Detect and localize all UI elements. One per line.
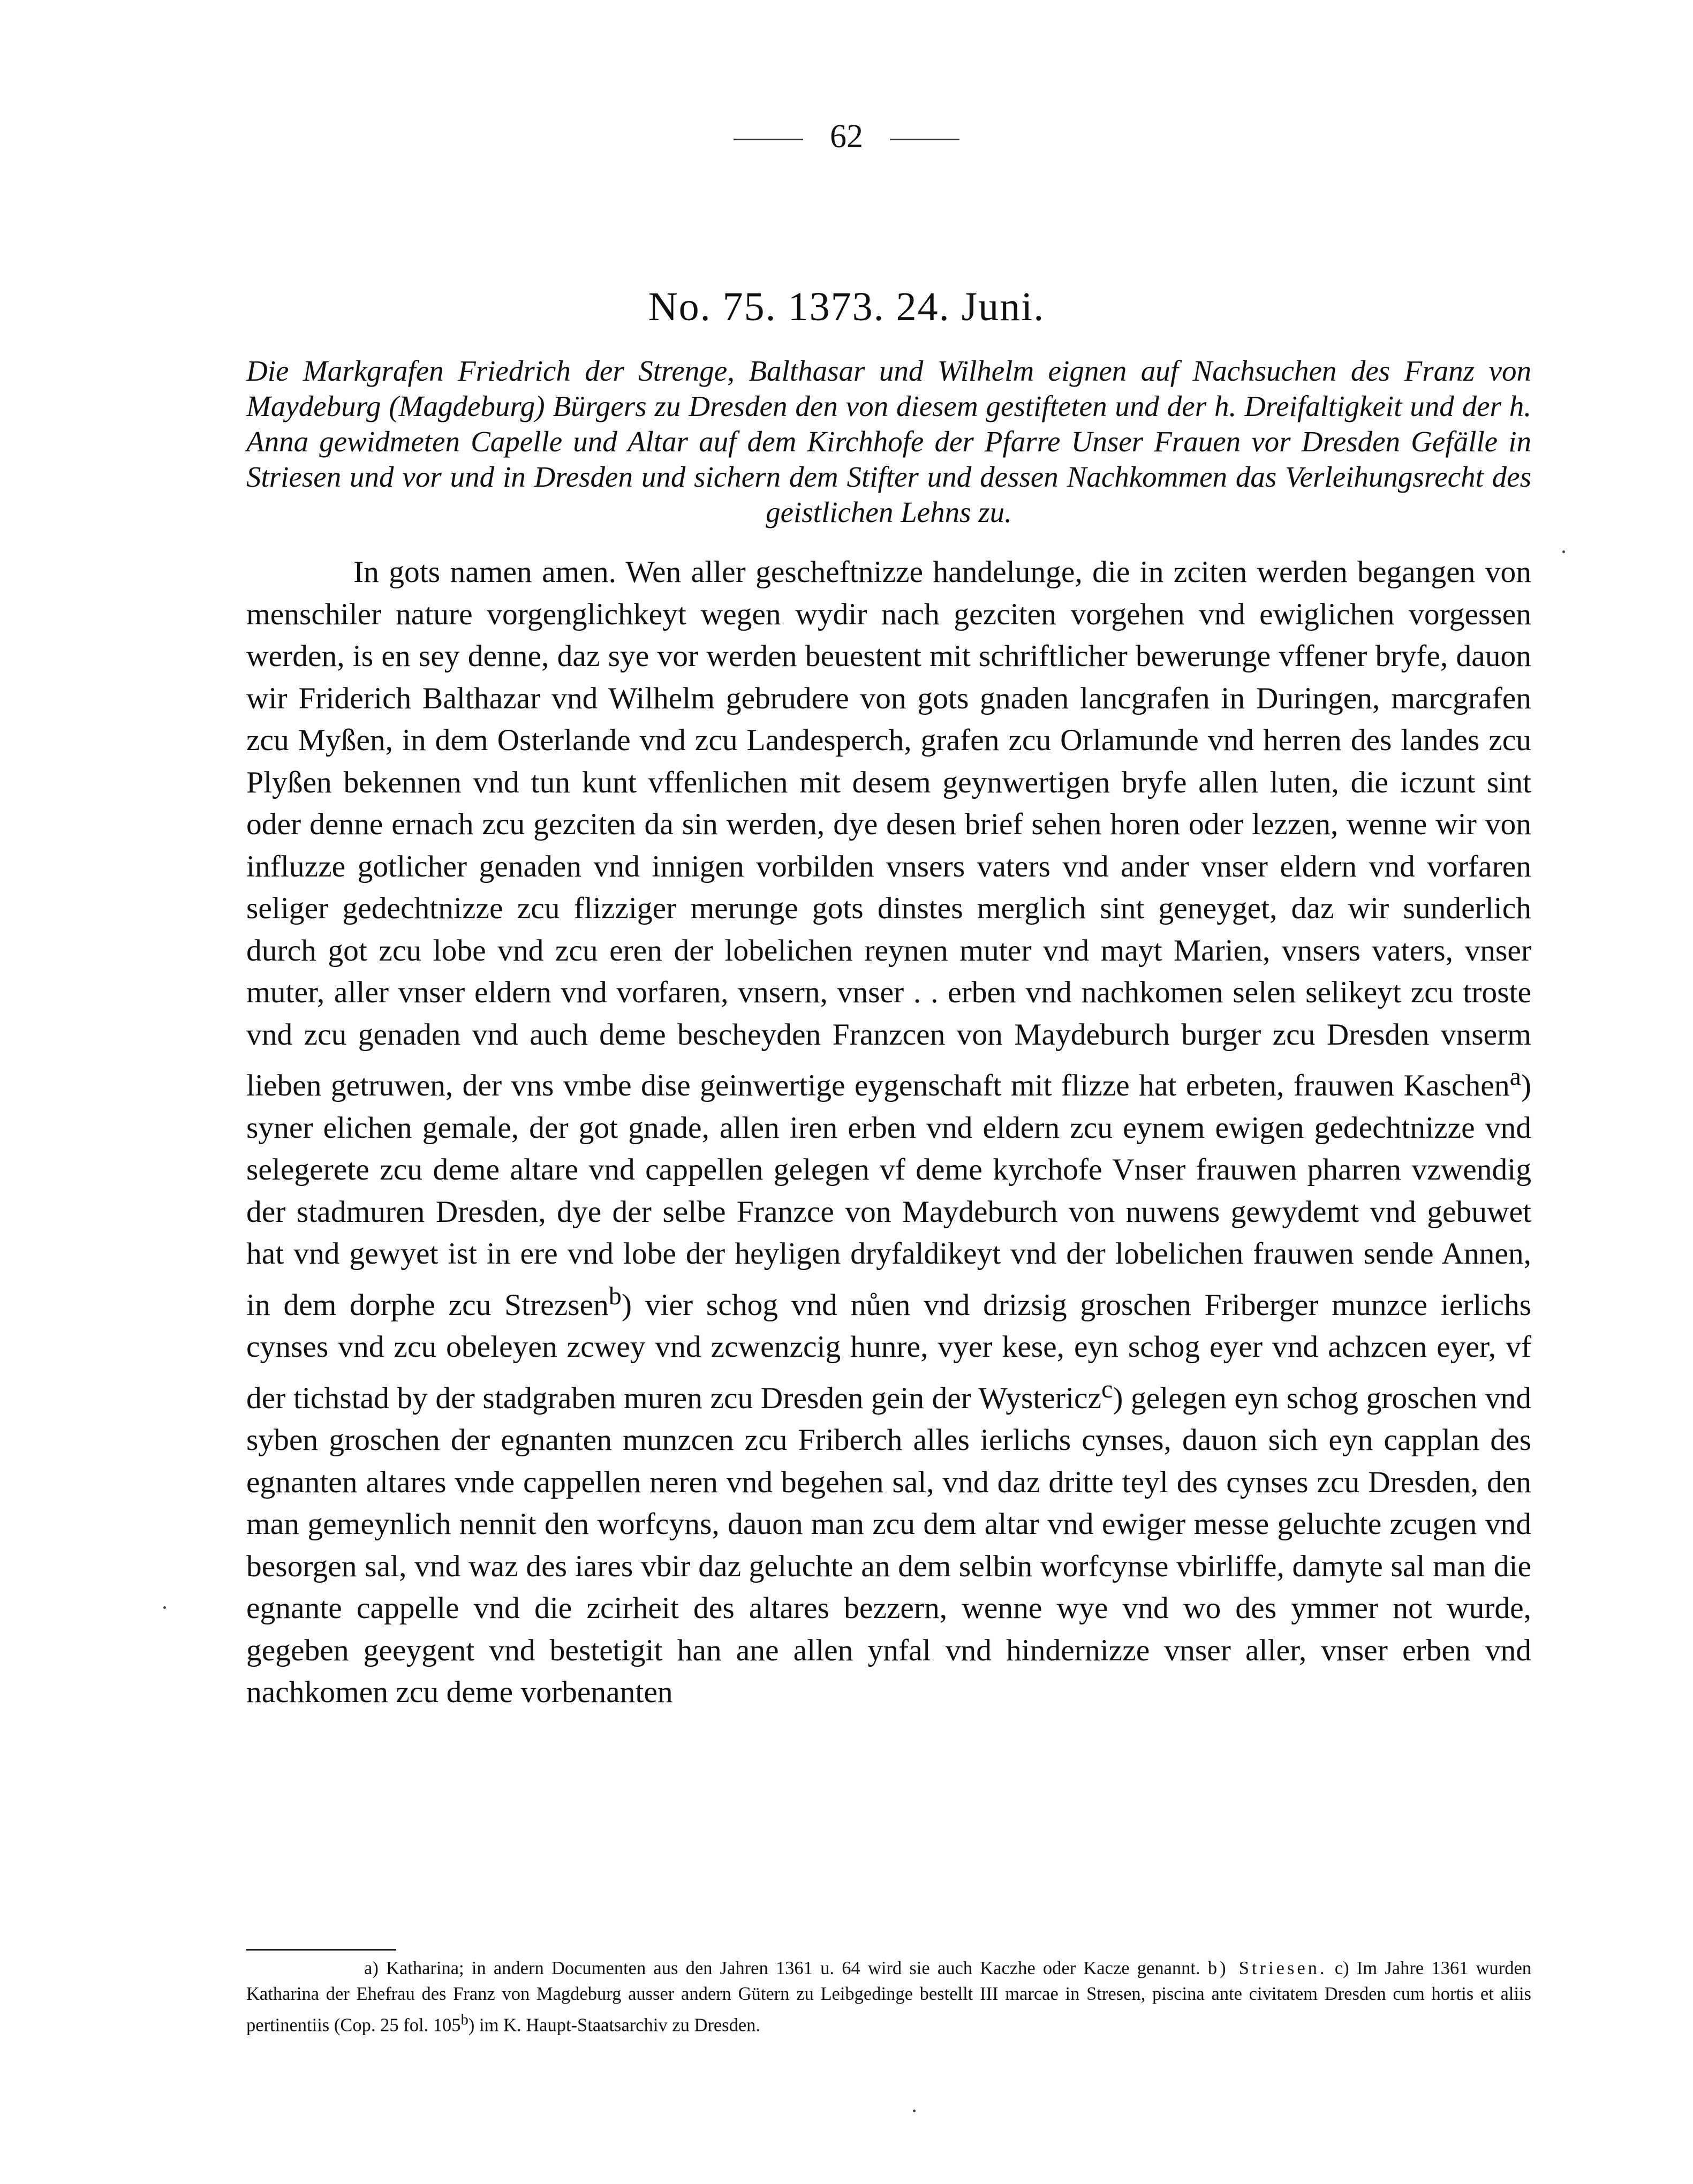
header-dash-right	[890, 139, 959, 140]
footnote-ref-b: b	[608, 1281, 622, 1310]
footnote-c-text1: c) Im Jahre 1361 wurden Katharina der Ehefrau des Franz von Magdeburg ausser andern Gütern zu Leibgedinge bestellt III marcae in Stresen, piscina ante civitatem Dresden cum hortis et aliis pertinentiis (Cop. 25 fol. 105	[246, 1958, 1532, 2036]
body-paragraph	[246, 551, 1531, 1714]
footnote-rule	[246, 1949, 396, 1951]
body-text-part1: In gots namen amen. Wen aller gescheftnizze handelunge, die in zciten werden begangen von menschiler nature vorgenglichkeyt wegen wydir nach gezciten vorgehen vnd ewiglichen vorgessen werden, is en sey denne, daz sye vor werden beuestent mit schriftlicher bewerunge vffener bryfe, dauon wir Friderich Balthazar vnd Wilhelm gebrudere von gots gnaden lancgrafen in Duringen, marcgrafen zcu Myßen, in dem Osterlande vnd zcu Landesperch, grafen zcu Orlamunde vnd herren des landes zcu Plyßen bekennen vnd tun kunt vffenlichen mit desem geynwertigen bryfe allen luten, die iczunt sint oder denne ernach zcu gezciten da sin werden, dye desen brief sehen horen oder lezzen, wenne wir von influzze gotlicher genaden vnd innigen vorbilden vnsers vaters vnd ander vnser eldern vnd vorfaren seliger gedechtnizze zcu flizziger merunge gots dinstes merglich sint geneyget, daz wir sunderlich durch got zcu lobe vnd zcu eren der lobelichen reynen muter vnd mayt Marien, vnsers vaters, vnser muter, aller vnser eldern vnd vorfaren, vnsern, vnser . . erben vnd nachkomen selen selikeyt zcu troste vnd zcu genaden vnd auch deme bescheyden Franzcen von Maydeburch burger zcu Dresden vnserm lieben getruwen, der vns vmbe dise geinwertige eygenschaft mit flizze hat erbeten, frauwen Kaschen	[246, 555, 1531, 1103]
scan-speck	[1562, 550, 1565, 553]
document-summary: Die Markgrafen Friedrich der Strenge, Balthasar und Wilhelm eignen auf Nachsuchen des Franz von Maydeburg (Magdeburg) Bürgers zu Dresden den von diesem gestifteten und der h. Dreifaltigkeit und der h. Anna gewidmeten Capelle und Altar auf dem Kirchhofe der Pfarre Unser Frauen vor Dresden Gefälle in Striesen und vor und in Dresden und sichern dem Stifter und dessen Nachkommen das Verleihungsrecht des geistlichen Lehns zu.	[246, 354, 1531, 528]
page-number: 62	[830, 118, 863, 155]
footnote-a: a) Katharina; in andern Documenten aus den Jahren 1361 u. 64 wird sie auch Kaczhe oder Kacze genannt.	[364, 1958, 1200, 1978]
page-header	[0, 115, 1693, 158]
scan-speck	[163, 1606, 166, 1609]
body-text-part3: ) vier schog vnd nůen vnd drizsig groschen Friberger munzce ierlichs cynses vnd zcu obeleyen zcwey vnd zcwenzcig hunre, vyer kese, eyn schog eyer vnd achzcen eyer, vf der tichstad by der stadgraben muren zcu Dresden gein der Wystericz	[246, 1288, 1531, 1415]
document-body	[246, 551, 1531, 1714]
footnote-c-text2: ) im K. Haupt-Staatsarchiv zu Dresden.	[468, 2015, 761, 2036]
body-text-part4: ) gelegen eyn schog groschen vnd syben groschen der egnanten munzcen zcu Friberch alles ierlichs cynses, dauon sich eyn capplan des egnanten altares vnde cappellen neren vnd begehen sal, vnd daz dritte teyl des cynses zcu Dresden, den man gemeynlich nennit den worfcyns, dauon man zcu dem altar vnd ewiger messe geluchte zcugen vnd besorgen sal, vnd waz des iares vbir daz geluchte an dem selbin worfcynse vbirliffe, damyte sal man die egnante cappelle vnd die zcirheit des altares bezzern, wenne wye vnd wo des ymmer not wurde, gegeben geeygent vnd bestetigit han ane allen ynfal vnd hindernizze vnser aller, vnser erben vnd nachkomen zcu deme vorbenanten	[246, 1381, 1531, 1710]
footnote-a-b	[246, 1955, 1531, 2038]
footnotes	[246, 1955, 1531, 2038]
header-dash-left	[734, 139, 803, 140]
footnote-ref-c: c	[1101, 1374, 1113, 1403]
footnote-c-sup: b	[460, 2011, 468, 2028]
document-heading: No. 75. 1373. 24. Juni.	[648, 284, 1045, 329]
scan-speck	[913, 2110, 916, 2112]
body-text-part2: ) syner elichen gemale, der got gnade, allen iren erben vnd eldern zcu eynem ewigen gedechtnizze vnd selegerete zcu deme altare vnd cappellen gelegen vf deme kyrchofe Vnser frauwen pharren vzwendig der stadmuren Dresden, dye der selbe Franzce von Maydeburch von nuwens gewydemt vnd gebuwet hat vnd gewyet ist in ere vnd lobe der heyligen dryfaldikeyt vnd der lobelichen frauwen sende Annen, in dem dorphe zcu Strezsen	[246, 1069, 1531, 1322]
footnote-ref-a: a	[1509, 1062, 1521, 1091]
footnote-b: b) Striesen.	[1207, 1958, 1327, 1978]
